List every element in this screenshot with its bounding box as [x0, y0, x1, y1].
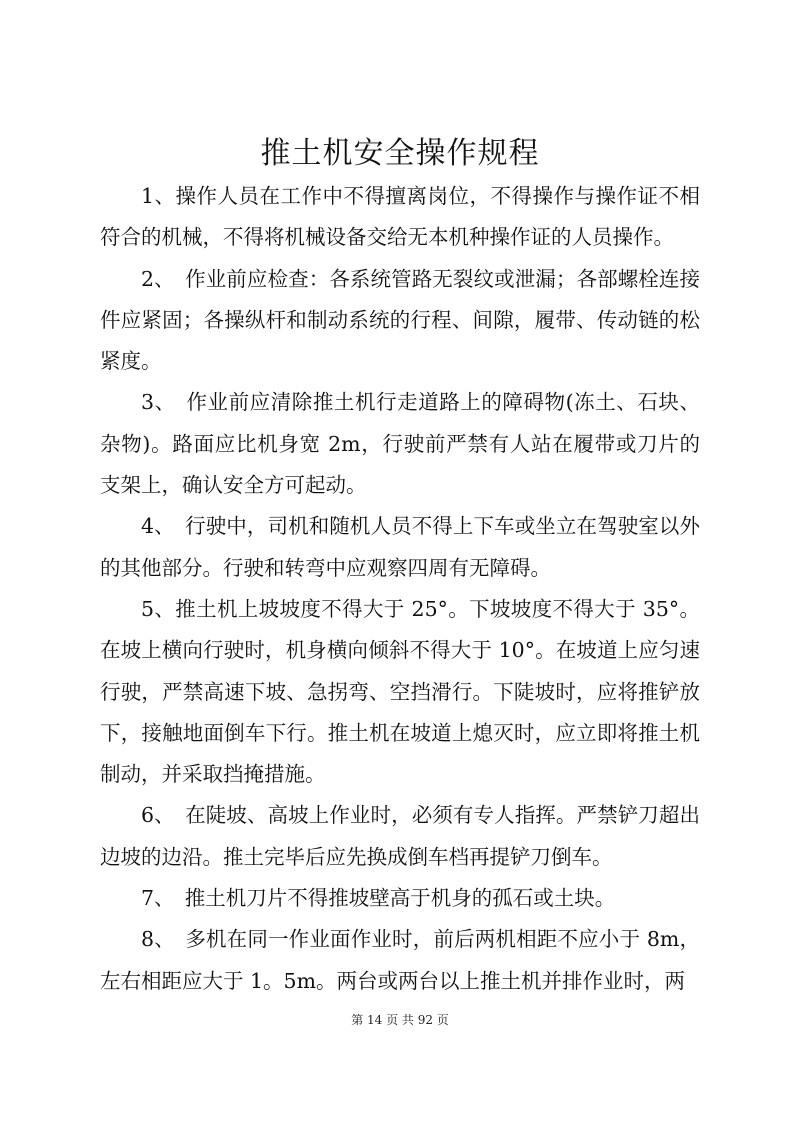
page-title: 推土机安全操作规程	[260, 136, 540, 171]
document-body	[100, 176, 700, 1002]
paragraph-3: 3、 作业前应清除推土机行走道路上的障碍物(冻土、石块、杂物)。路面应比机身宽 2m，行驶前严禁有人站在履带或刀片的支架上，确认安全方可起动。	[100, 390, 700, 498]
page-footer: 第 14 页 共 92 页	[351, 1013, 449, 1027]
paragraph-4: 4、 行驶中，司机和随机人员不得上下车或坐立在驾驶室以外的其他部分。行驶和转弯中应观察四周有无障碍。	[100, 514, 700, 580]
paragraph-6: 6、 在陡坡、高坡上作业时，必须有专人指挥。严禁铲刀超出边坡的边沿。推土完毕后应先换成倒车档再提铲刀倒车。	[100, 803, 700, 869]
paragraph-2: 2、 作业前应检查：各系统管路无裂纹或泄漏；各部螺栓连接件应紧固；各操纵杆和制动系统的行程、间隙，履带、传动链的松紧度。	[100, 266, 700, 374]
paragraph-1: 1、操作人员在工作中不得擅离岗位，不得操作与操作证不相符合的机械，不得将机械设备交给无本机种操作证的人员操作。	[100, 184, 700, 250]
paragraph-5: 5、推土机上坡坡度不得大于 25°。下坡坡度不得大于 35°。在坡上横向行驶时，机身横向倾斜不得大于 10°。在坡道上应匀速行驶，严禁高速下坡、急拐弯、空挡滑行。下陡坡时，应将推铲放下，接触地面倒车下行。推土机在坡道上熄灭时，应立即将推土机制动，并采取挡掩措施。	[100, 596, 700, 787]
paragraph-8: 8、 多机在同一作业面作业时，前后两机相距不应小于 8m，左右相距应大于 1。5m。两台或两台以上推土机并排作业时，两	[100, 927, 700, 993]
paragraph-7: 7、 推土机刀片不得推坡壁高于机身的孤石或土块。	[141, 886, 616, 911]
